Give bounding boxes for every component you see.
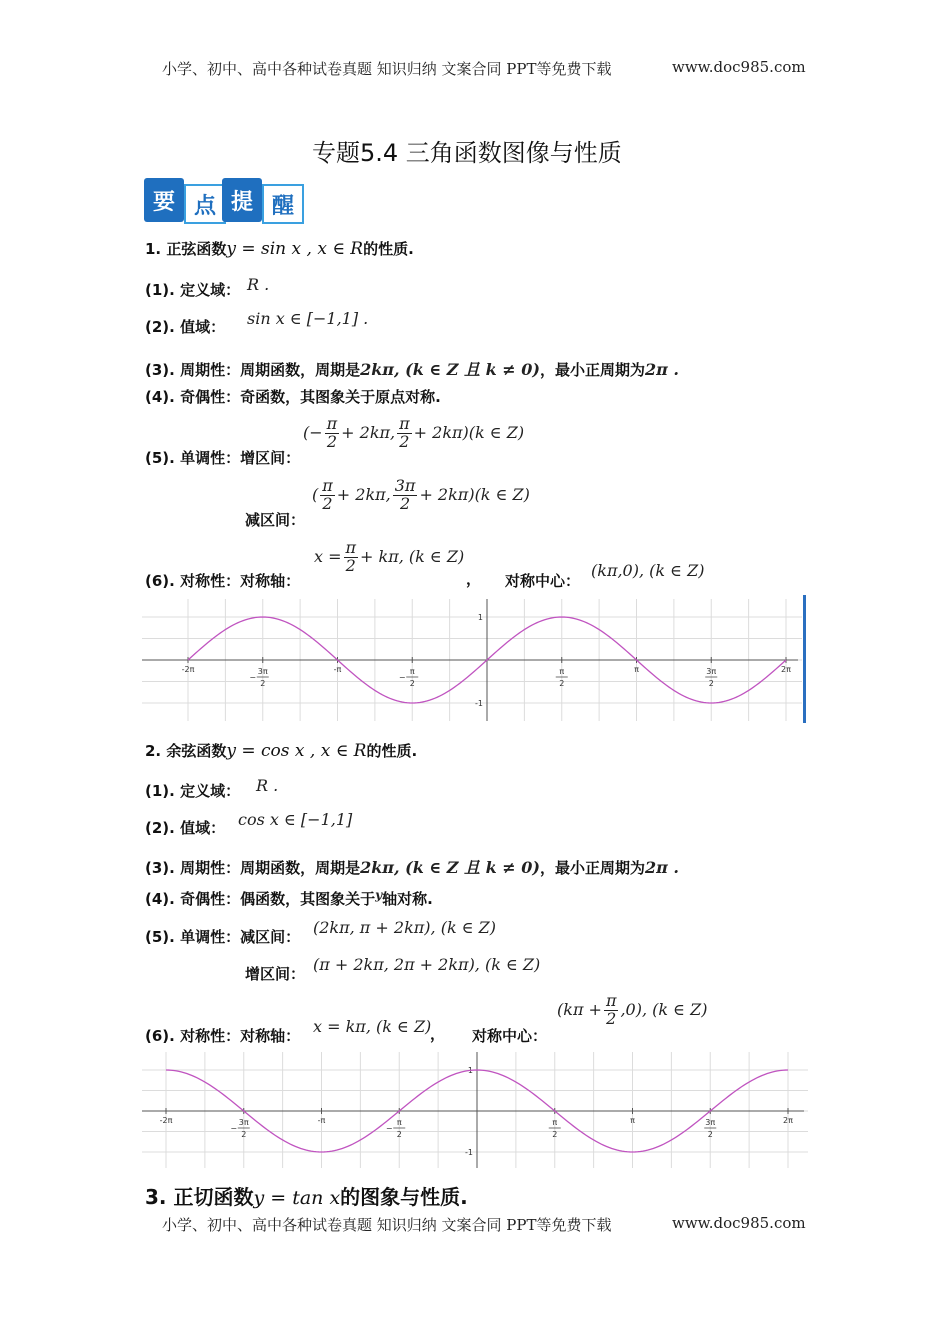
sin-center-label: 对称中心： xyxy=(505,572,581,590)
cos-x-tick-label: 2 xyxy=(396,1130,402,1139)
badge-char-1: 要 xyxy=(144,178,184,222)
cos-x-tick-label: 3π xyxy=(705,1118,716,1127)
sin-mono-label: (5). 单调性：增区间： xyxy=(145,449,301,467)
sin-range-value: sin x ∈ [−1,1] . xyxy=(247,309,369,328)
cos-comma: ， xyxy=(430,1025,446,1043)
cos-x-tick-label: -π xyxy=(317,1116,326,1125)
cos-x-tick-label: 2 xyxy=(241,1130,247,1139)
cos-center-value: (kπ + $\frac{\pi}{2}$ ,0), (k ∈ Z) xyxy=(557,991,708,1028)
header-url[interactable]: www.doc985.com xyxy=(672,58,806,76)
cos-x-tick-label: π xyxy=(630,1116,635,1125)
sin-x-tick-label: 2 xyxy=(260,679,266,688)
sin-sym-label: (6). 对称性：对称轴： xyxy=(145,572,301,590)
cos-x-tick-label: π xyxy=(552,1118,558,1127)
sin-x-tick-label: 2 xyxy=(708,679,714,688)
sin-x-tick-label: 2 xyxy=(409,679,415,688)
sin-x-tick-label: π xyxy=(559,667,565,676)
sin-heading: 1. 正弦函数y = sin x , x ∈ R的性质. xyxy=(145,239,414,259)
cos-sym-label: (6). 对称性：对称轴： xyxy=(145,1027,301,1045)
cos-increase-interval: (π + 2kπ, 2π + 2kπ), (k ∈ Z) xyxy=(313,955,541,974)
cos-inc-label: 增区间： xyxy=(245,965,306,983)
badge-char-3: 提 xyxy=(222,178,262,222)
cos-x-tick-label: 2 xyxy=(552,1130,558,1139)
cos-range-value: cos x ∈ [−1,1] xyxy=(238,810,353,829)
sin-decrease-interval: ( $\frac{\pi}{2}$ + 2kπ, $\frac{3\pi}{2}$ + 2kπ)(k ∈ Z) xyxy=(312,476,530,513)
badge-char-2: 点 xyxy=(184,184,226,224)
cos-decrease-interval: (2kπ, π + 2kπ), (k ∈ Z) xyxy=(313,918,497,937)
sin-x-tick-label: − xyxy=(398,673,406,682)
sin-period: (3). 周期性：周期函数，周期是2kπ, (k ∈ Z 且 k ≠ 0)，最小正周期为2π . xyxy=(145,360,679,379)
sin-x-tick-label: 2 xyxy=(559,679,565,688)
tan-heading: 3. 正切函数y = tan x的图象与性质. xyxy=(145,1185,468,1209)
cos-x-tick-label: − xyxy=(230,1124,238,1133)
sin-graph-edge xyxy=(803,595,806,723)
sin-sym-axis: x = $\frac{\pi}{2}$ + kπ, (k ∈ Z) xyxy=(314,538,465,575)
header-text: 小学、初中、高中各种试卷真题 知识归纳 文案合同 PPT等免费下载 xyxy=(162,60,612,78)
cos-x-tick-label: π xyxy=(396,1118,402,1127)
cos-domain-label: (1). 定义域： xyxy=(145,782,241,800)
sin-x-tick-label: π xyxy=(409,667,415,676)
cos-y-tick-label: -1 xyxy=(465,1148,473,1157)
sin-range-label: (2). 值域： xyxy=(145,318,226,336)
sin-domain-value: R . xyxy=(247,275,270,294)
sin-dec-label: 减区间： xyxy=(245,511,306,529)
cos-parity: (4). 奇偶性：偶函数，其图象关于$^y$轴对称. xyxy=(145,888,433,908)
sin-x-tick-label: -2π xyxy=(181,665,195,674)
sin-graph xyxy=(142,595,808,725)
cos-period: (3). 周期性：周期函数，周期是2kπ, (k ∈ Z 且 k ≠ 0)，最小正周期为2π . xyxy=(145,858,679,877)
cos-y-tick-label: 1 xyxy=(467,1066,473,1075)
cos-sym-axis: x = kπ, (k ∈ Z) xyxy=(313,1017,432,1036)
cos-x-tick-label: -2π xyxy=(159,1116,173,1125)
sin-x-tick-label: 3π xyxy=(706,667,717,676)
sin-y-tick-label: -1 xyxy=(475,699,483,708)
sin-y-tick-label: 1 xyxy=(477,613,483,622)
sin-x-tick-label: 3π xyxy=(257,667,268,676)
page-title: 专题5.4 三角函数图像与性质 xyxy=(312,139,622,167)
badge-char-4: 醒 xyxy=(262,184,304,224)
sin-x-tick-label: -π xyxy=(333,665,342,674)
sin-x-tick-label: − xyxy=(249,673,257,682)
cos-domain-value: R . xyxy=(256,776,279,795)
cos-x-tick-label: − xyxy=(385,1124,393,1133)
sin-parity: (4). 奇偶性：奇函数，其图象关于原点对称. xyxy=(145,388,441,406)
cos-range-label: (2). 值域： xyxy=(145,819,226,837)
sin-increase-interval: (− $\frac{\pi}{2}$ + 2kπ, $\frac{\pi}{2}$ + 2kπ)(k ∈ Z) xyxy=(303,414,525,451)
footer-text: 小学、初中、高中各种试卷真题 知识归纳 文案合同 PPT等免费下载 xyxy=(162,1216,612,1234)
cos-x-tick-label: 3π xyxy=(238,1118,249,1127)
cos-heading: 2. 余弦函数y = cos x , x ∈ R的性质. xyxy=(145,741,418,761)
sin-comma: ， xyxy=(466,570,482,588)
sin-x-tick-label: π xyxy=(634,665,639,674)
footer-url[interactable]: www.doc985.com xyxy=(672,1214,806,1232)
cos-graph xyxy=(142,1050,808,1170)
sin-domain-label: (1). 定义域： xyxy=(145,281,241,299)
cos-x-tick-label: 2 xyxy=(707,1130,713,1139)
sin-center-value: (kπ,0), (k ∈ Z) xyxy=(591,561,705,580)
sin-x-tick-label: 2π xyxy=(781,665,791,674)
cos-dec-label: (5). 单调性：减区间： xyxy=(145,928,301,946)
cos-x-tick-label: 2π xyxy=(783,1116,793,1125)
cos-center-label: 对称中心： xyxy=(472,1027,548,1045)
